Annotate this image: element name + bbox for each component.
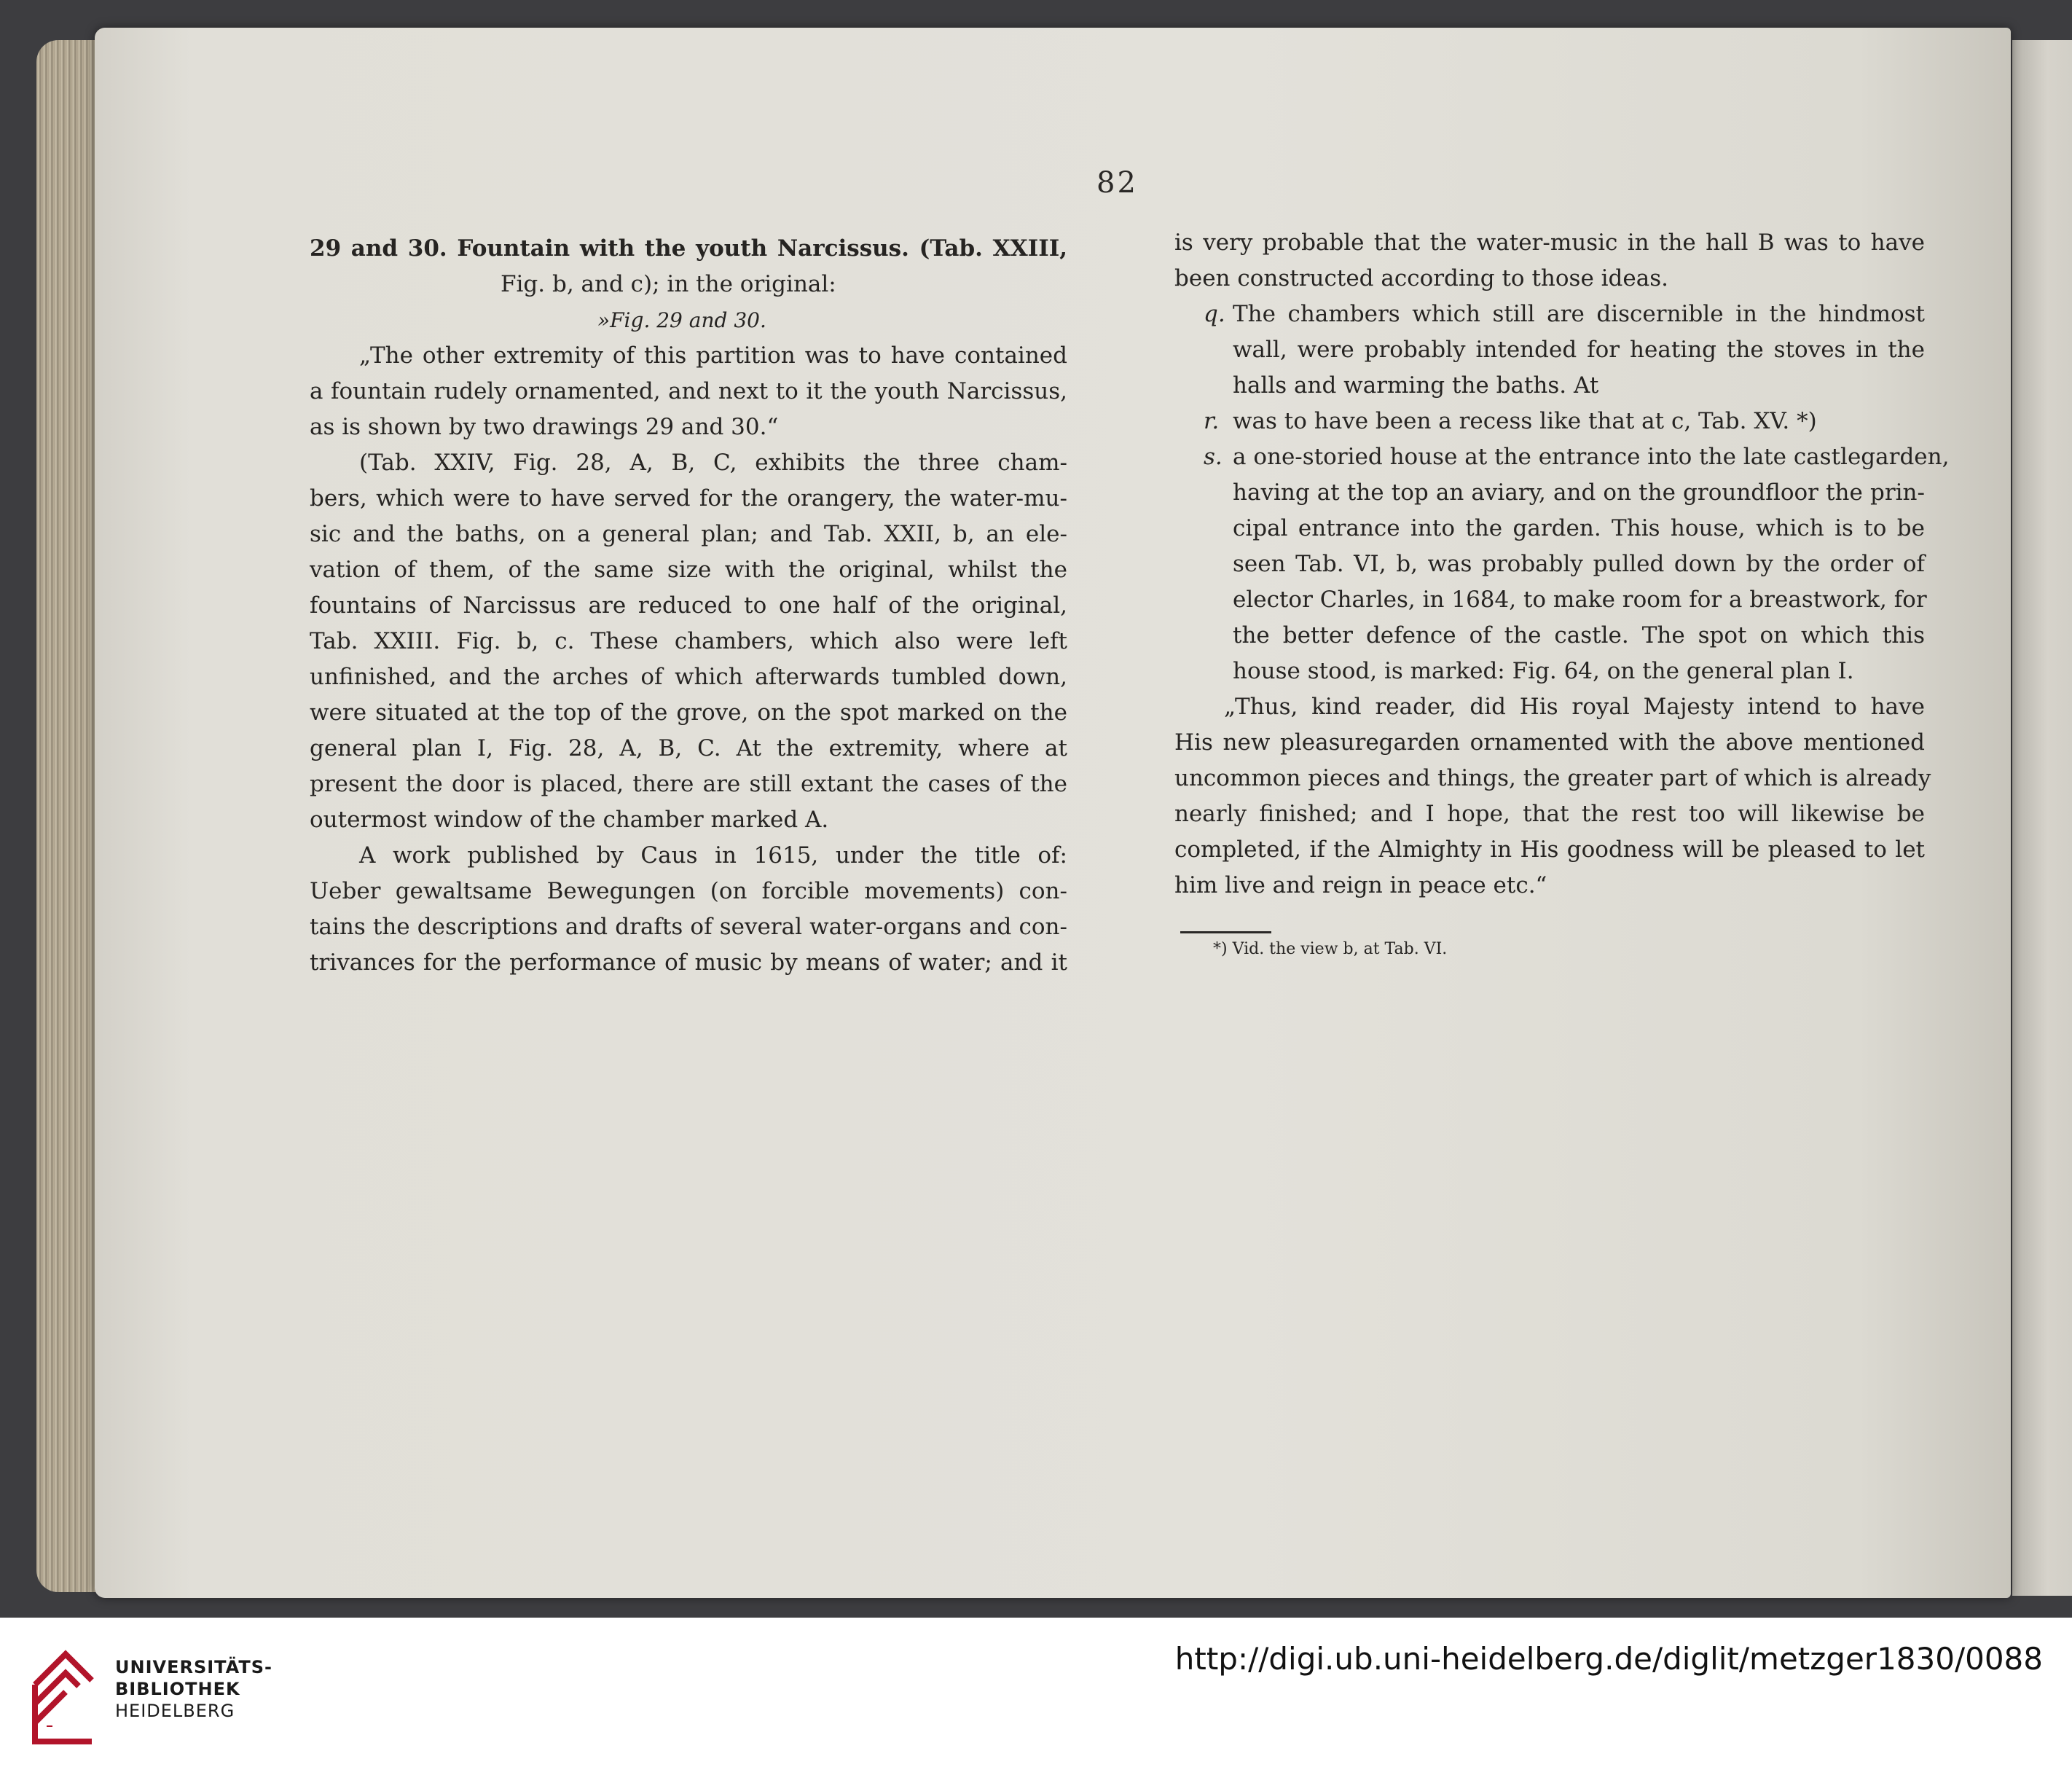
- text-line: A work published by Caus in 1615, under the title of:: [359, 842, 1067, 869]
- text-line: the better defence of the castle. The spot on which this: [1233, 622, 1925, 649]
- text-line: tains the descriptions and drafts of several water-organs and con-: [310, 914, 1067, 940]
- list-item-r: [1174, 404, 1925, 439]
- text-line: vation of them, of the same size with the original, whilst the: [310, 557, 1067, 583]
- text-line: general plan I, Fig. 28, A, B, C. At the extremity, where at: [310, 735, 1067, 761]
- library-name-line3: HEIDELBERG: [115, 1701, 235, 1721]
- text-line: elector Charles, in 1684, to make room for a breastwork, for: [1233, 587, 1927, 613]
- text-line: halls and warming the baths. At: [1233, 372, 1599, 399]
- text-line: Tab. XXIII. Fig. b, c. These chambers, which also were left: [310, 628, 1067, 654]
- text-line: seen Tab. VI, b, was probably pulled down by the order of: [1233, 551, 1925, 577]
- text-line: fountains of Narcissus are reduced to one half of the original,: [310, 592, 1067, 619]
- text-line: a one-storied house at the entrance into the late castlegarden,: [1233, 444, 1950, 470]
- text-line: outermost window of the chamber marked A.: [310, 807, 829, 833]
- library-name-line2: BIBLIOTHEK: [115, 1679, 240, 1699]
- text-line: (Tab. XXIV, Fig. 28, A, B, C, exhibits the three cham-: [359, 450, 1067, 476]
- text-line: „The other extremity of this partition was to have contained: [359, 342, 1067, 369]
- text-line: been constructed according to those ideas.: [1174, 265, 1668, 291]
- text-line: wall, were probably intended for heating the stoves in the: [1233, 337, 1925, 363]
- text-line: him live and reign in peace etc.“: [1174, 872, 1547, 898]
- university-library-logo-icon[interactable]: [22, 1641, 102, 1750]
- text-line: uncommon pieces and things, the greater part of which is already: [1174, 765, 1931, 791]
- text-line: completed, if the Almighty in His goodness will be pleased to let: [1174, 837, 1925, 863]
- text-line: house stood, is marked: Fig. 64, on the general plan I.: [1233, 658, 1854, 684]
- library-name-line1: UNIVERSITÄTS-: [115, 1657, 273, 1677]
- text-line: sic and the baths, on a general plan; and Tab. XXII, b, an ele-: [310, 521, 1067, 547]
- left-text-column: [310, 231, 1067, 981]
- page-number: 82: [1096, 166, 1138, 200]
- text-line: The chambers which still are discernible in the hindmost: [1233, 301, 1925, 327]
- text-line: »Fig. 29 and 30.: [597, 308, 766, 332]
- facing-page-edge: [2012, 40, 2072, 1596]
- library-name[interactable]: [115, 1656, 272, 1722]
- text-line: as is shown by two drawings 29 and 30.“: [310, 414, 779, 440]
- text-line: cipal entrance into the garden. This house, which is to be: [1233, 515, 1925, 541]
- text-line: is very probable that the water-music in the hall B was to have: [1174, 230, 1925, 256]
- list-item-q: [1174, 297, 1925, 404]
- section-heading: 29 and 30. Fountain with the youth Narcissus. (Tab. XXIII,: [310, 235, 1067, 262]
- text-line: was to have been a recess like that at c, Tab. XV. *): [1233, 408, 1817, 434]
- text-line: trivances for the performance of music by means of water; and it: [310, 949, 1067, 976]
- text-line: His new pleasuregarden ornamented with the above mentioned: [1174, 729, 1925, 756]
- text-line: unfinished, and the arches of which afterwards tumbled down,: [310, 664, 1067, 690]
- right-text-column: [1174, 225, 1950, 904]
- text-line: having at the top an aviary, and on the groundfloor the prin-: [1233, 479, 1925, 506]
- text-line: nearly finished; and I hope, that the rest too will likewise be: [1174, 801, 1925, 827]
- footer-bar: [0, 1618, 2072, 1767]
- text-line: present the door is placed, there are still extant the cases of the: [310, 771, 1067, 797]
- text-line: a fountain rudely ornamented, and next to it the youth Narcissus,: [310, 378, 1067, 404]
- document-url-link[interactable]: http://digi.ub.uni-heidelberg.de/diglit/metzger1830/0088: [1174, 1641, 2043, 1677]
- text-line: Fig. b, and c); in the original:: [501, 271, 836, 297]
- text-line: Ueber gewaltsame Bewegungen (on forcible movements) con-: [310, 878, 1067, 904]
- text-line: were situated at the top of the grove, on the spot marked on the: [310, 700, 1067, 726]
- text-line: „Thus, kind reader, did His royal Majesty intend to have: [1224, 694, 1925, 720]
- footnote-rule: [1180, 931, 1271, 933]
- item-marker: r.: [1204, 408, 1220, 434]
- text-line: bers, which were to have served for the orangery, the water-mu-: [310, 485, 1067, 512]
- footnote: *) Vid. the view b, at Tab. VI.: [1213, 940, 1448, 958]
- item-marker: q.: [1204, 301, 1225, 327]
- list-item-s: [1174, 439, 1950, 689]
- item-marker: s.: [1204, 444, 1223, 470]
